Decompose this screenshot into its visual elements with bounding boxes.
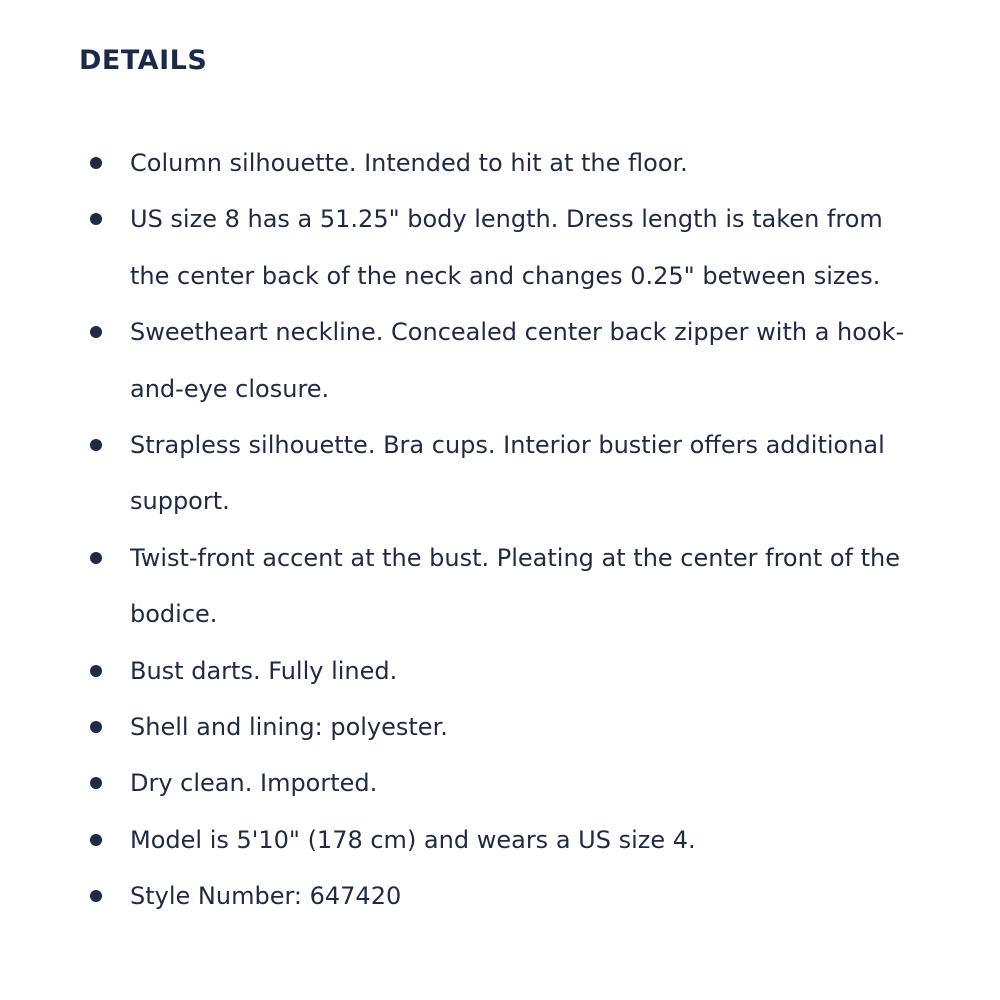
details-list-item <box>0 699 920 755</box>
details-item-text: Style Number: 647420 <box>130 882 402 911</box>
details-list-item <box>0 755 920 811</box>
details-item-text: Sweetheart neckline. Concealed center back zipper with a hook-and-eye closure. <box>130 318 905 403</box>
details-list-item <box>0 530 920 643</box>
details-item-text: Strapless silhouette. Bra cups. Interior bustier offers additional support. <box>130 431 885 516</box>
details-list-item <box>0 868 920 924</box>
details-list-item <box>0 304 920 417</box>
details-item-text: Model is 5'10" (178 cm) and wears a US size 4. <box>130 825 696 854</box>
bullet-icon <box>90 777 102 789</box>
details-item-text: Column silhouette. Intended to hit at the floor. <box>130 149 688 177</box>
bullet-icon <box>90 890 102 902</box>
details-list-item <box>0 643 920 699</box>
bullet-icon <box>90 213 102 225</box>
bullet-icon <box>90 665 102 677</box>
details-list <box>0 135 1000 925</box>
details-list-item <box>0 812 920 868</box>
bullet-icon <box>90 721 102 733</box>
bullet-icon <box>90 326 102 338</box>
details-list-item <box>0 135 920 191</box>
bullet-icon <box>90 552 102 564</box>
details-item-text: Twist-front accent at the bust. Pleating at the center front of the bodice. <box>130 543 901 629</box>
details-list-item <box>0 191 920 304</box>
details-item-text: US size 8 has a 51.25" body length. Dress length is taken from the center back of the neck and changes 0.25" between sizes. <box>130 205 883 290</box>
details-item-text: Bust darts. Fully lined. <box>130 656 398 685</box>
bullet-icon <box>90 834 102 846</box>
bullet-icon <box>90 439 102 451</box>
details-item-text: Dry clean. Imported. <box>130 769 378 798</box>
details-heading: DETAILS <box>79 45 208 76</box>
bullet-icon <box>90 157 102 169</box>
details-item-text: Shell and lining: polyester. <box>130 713 448 742</box>
details-list-item <box>0 417 920 530</box>
